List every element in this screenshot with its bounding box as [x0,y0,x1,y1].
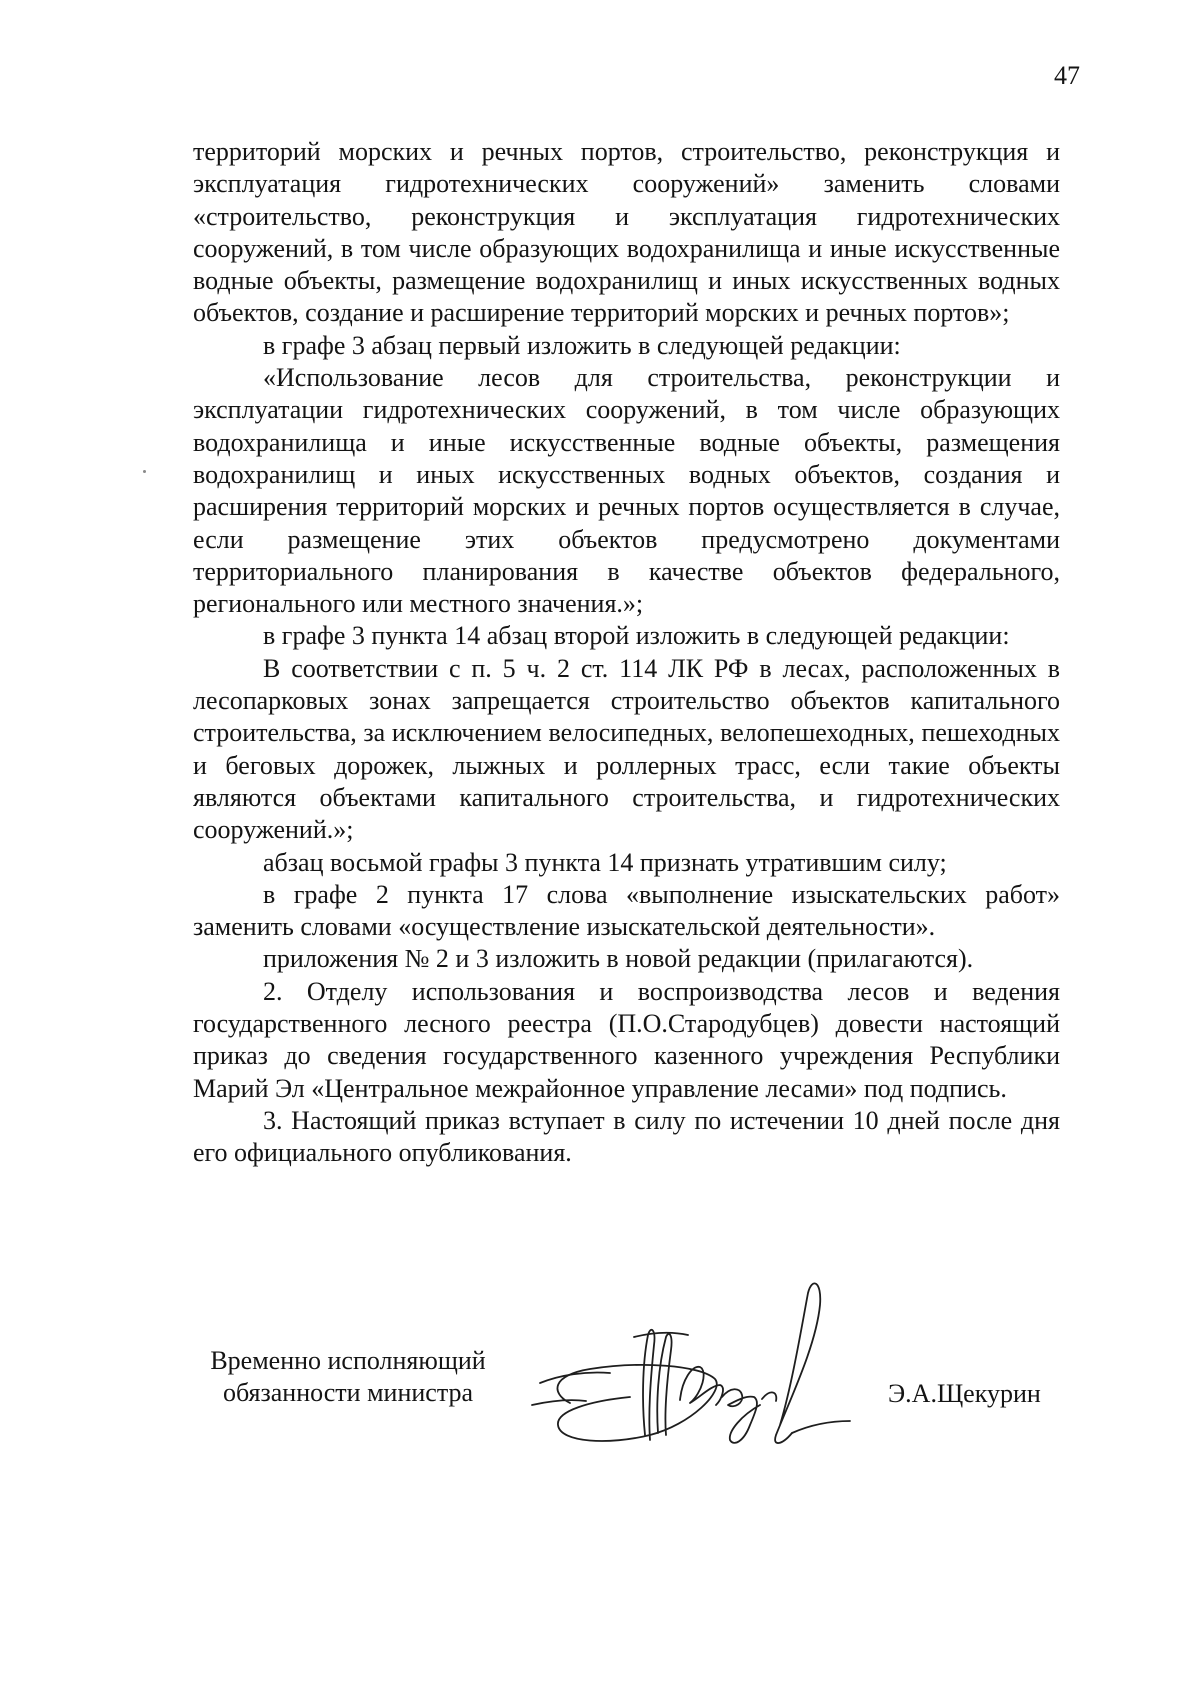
paragraph-forest-parks: В соответствии с п. 5 ч. 2 ст. 114 ЛК РФ в лесах, расположенных в лесопарковых зонах запрещается строительство объектов капитального строительства, за исключением велосипедных, велопешеходных, пешеходных и беговых дорожек, лыжных и роллерных трасс, если такие объекты являются объектами капитального строительства, и гидротехнических сооружений.»; [193,653,1060,845]
page-number: 47 [1054,61,1080,90]
paragraph-amendment-item17: в графе 2 пункта 17 слова «выполнение изыскательских работ» заменить словами «осуществление изыскательской деятельности». [193,879,1060,942]
signatory-title-line2: обязанности министра [222,1378,474,1408]
paragraph-appendices: приложения № 2 и 3 изложить в новой редакции (прилагаются). [263,944,974,974]
scan-artifact-dot [143,470,146,473]
document-body [193,136,1060,1170]
handwritten-signature-icon [530,1275,890,1475]
paragraph-quoted-text: «Использование лесов для строительства, реконструкции и эксплуатации гидротехнических сооружений, в том числе образующих водохранилища и иные искусственные водные объекты, размещения водохранилищ и иных искусственных водных объектов, создания и расширения территорий морских и речных портов осуществляется в случае, если размещение этих объектов предусмотрено документами территориального планирования в качестве объектов федерального, регионального или местного значения.»; [193,363,1060,619]
paragraph-clause-3: 3. Настоящий приказ вступает в силу по истечении 10 дней после дня его официального опубликования. [193,1105,1060,1168]
paragraph-clause-2: 2. Отделу использования и воспроизводства лесов и ведения государственного лесного реестра (П.О.Стародубцев) довести настоящий приказ до сведения государственного казенного учреждения Республики Марий Эл «Центральное межрайонное управление лесами» под подпись. [193,976,1060,1103]
paragraph-amendment-column3: в графе 3 абзац первый изложить в следующей редакции: [263,330,901,360]
paragraph-continuation: территорий морских и речных портов, строительство, реконструкция и эксплуатация гидротехнических сооружений» заменить словами «строительство, реконструкция и эксплуатация гидротехнических сооружений, в том числе образующих водохранилища и иные искусственные водные объекты, размещение водохранилищ и иных искусственных водных объектов, создание и расширение территорий морских и речных портов»; [193,137,1060,328]
signatory-title-line1: Временно исполняющий [210,1346,486,1375]
paragraph-amendment-item14: в графе 3 пункта 14 абзац второй изложить в следующей редакции: [263,621,1010,651]
signatory-title [193,1345,503,1410]
signatory-name: Э.А.Щекурин [888,1379,1041,1408]
paragraph-repeal: абзац восьмой графы 3 пункта 14 признать утратившим силу; [263,847,947,877]
